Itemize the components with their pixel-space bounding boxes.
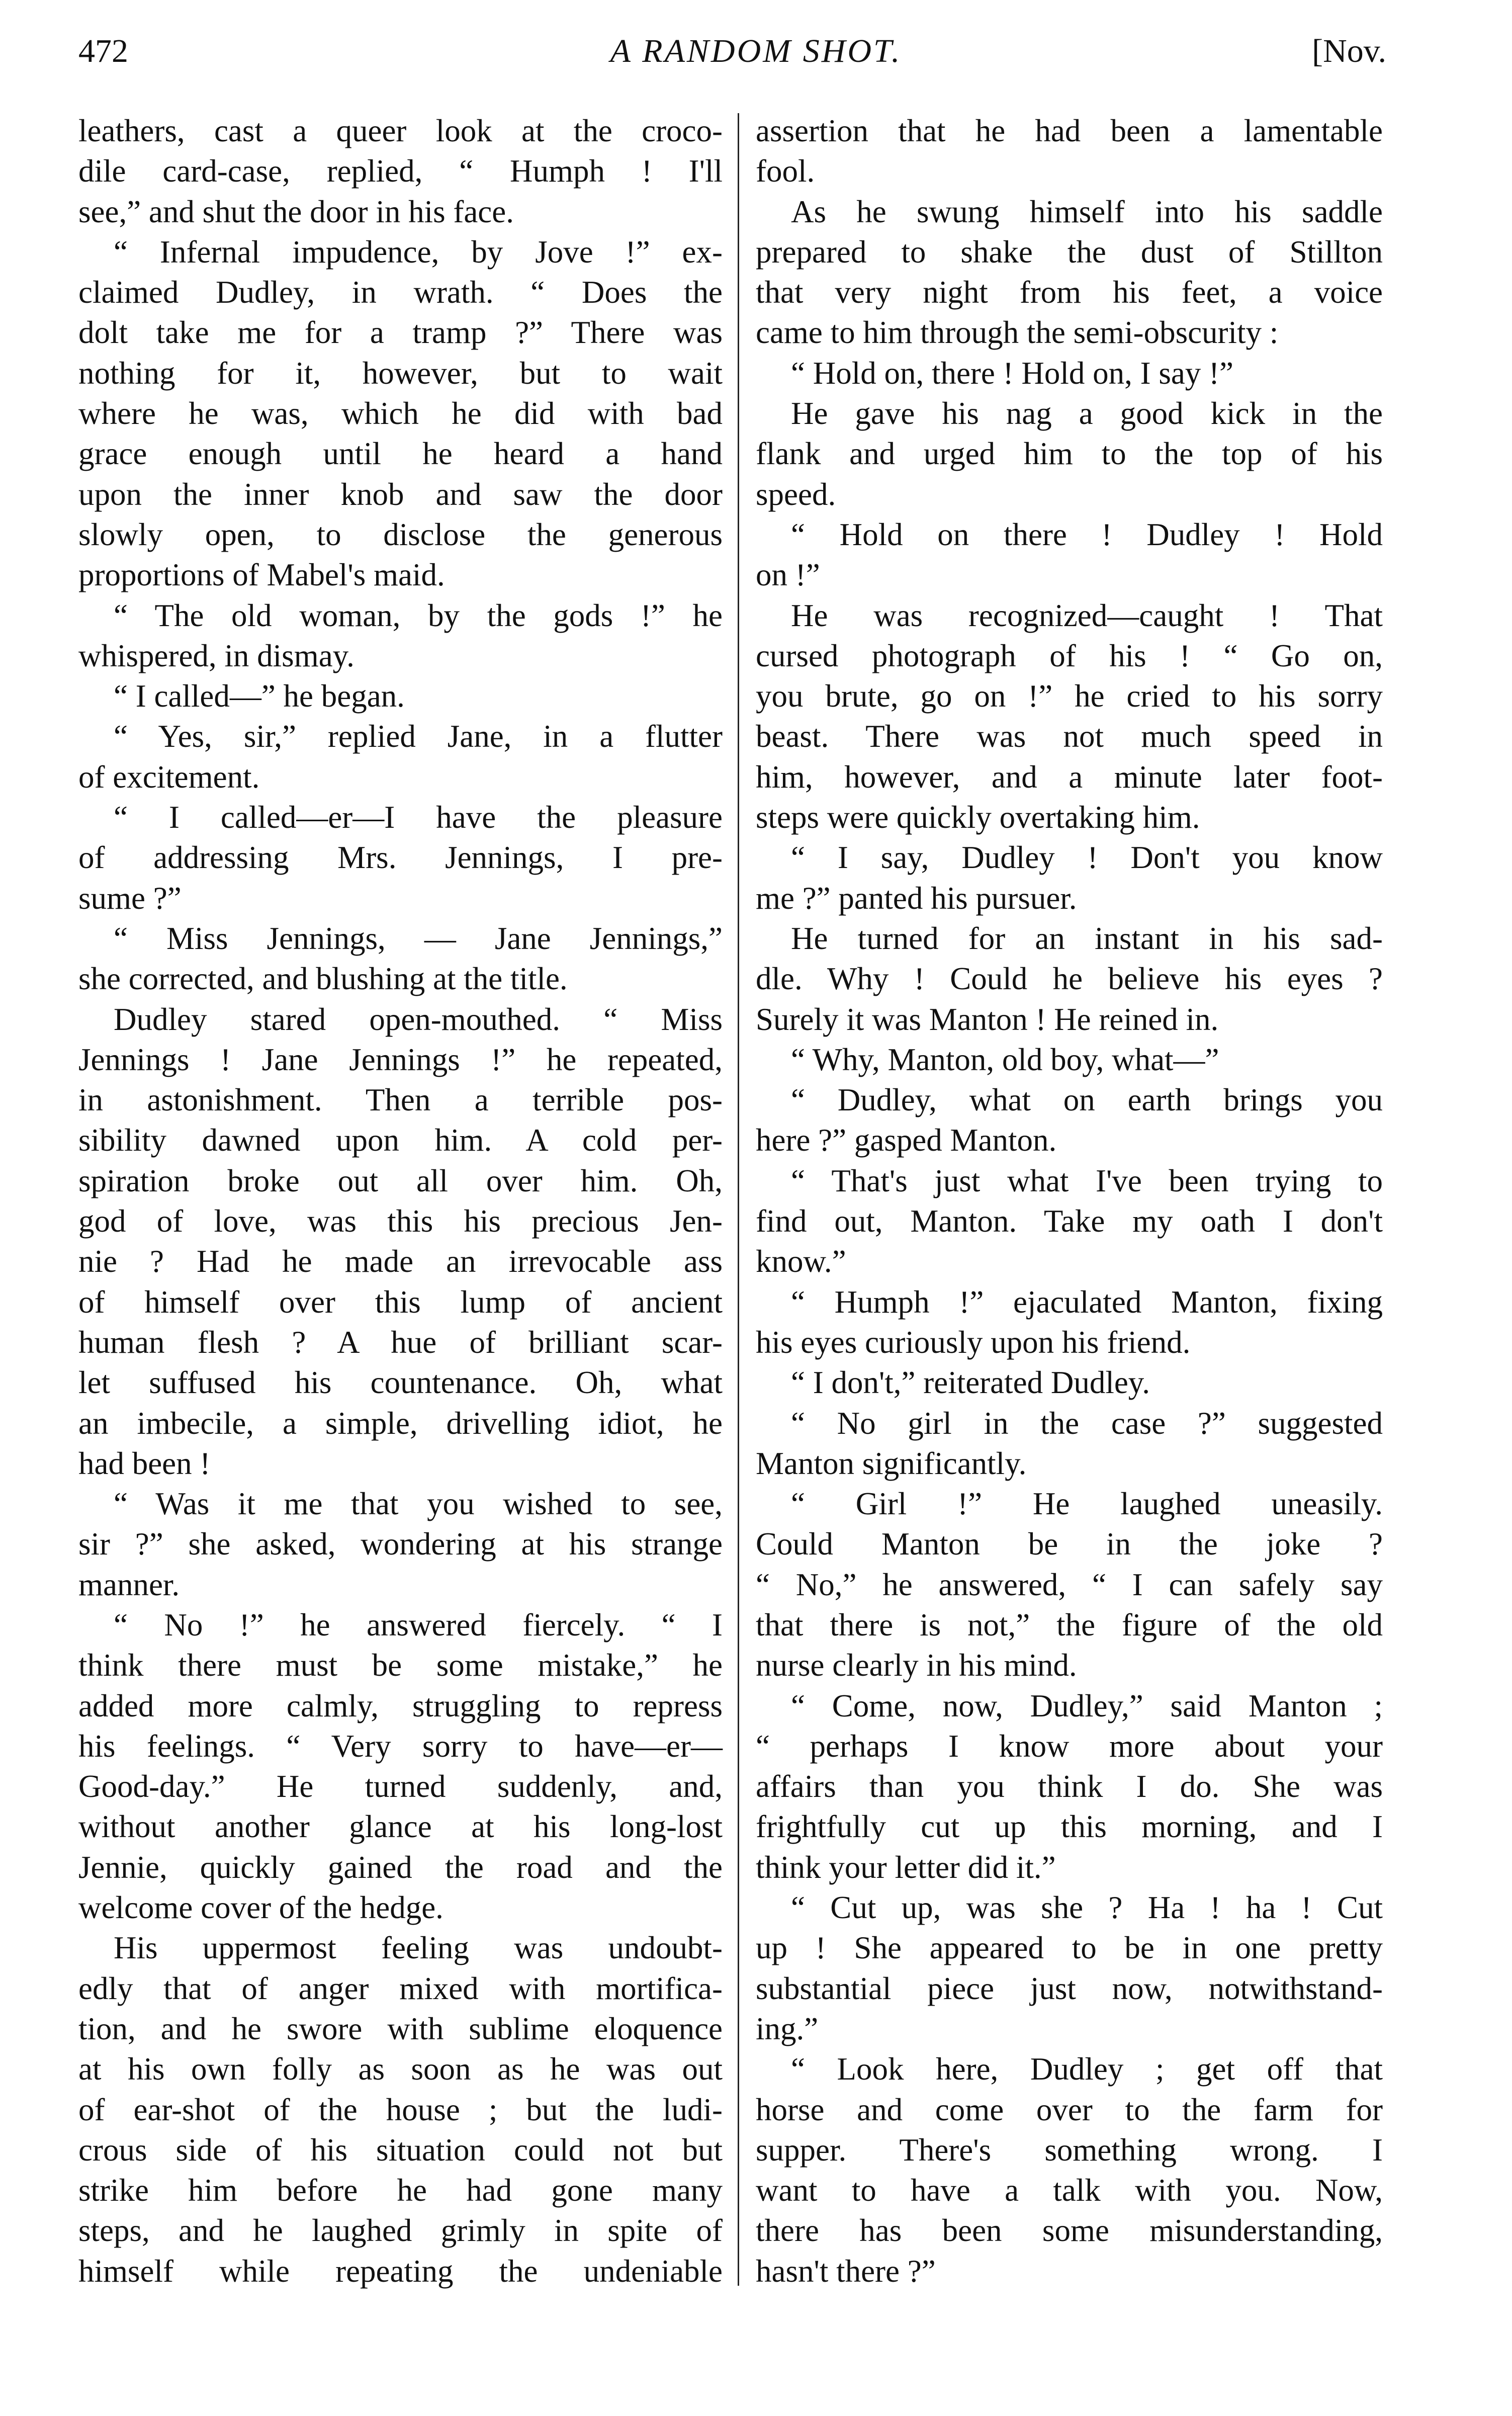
text-line: leathers, cast a queer look at the croco- (78, 113, 723, 148)
text-line: “ That's just what I've been trying to (791, 1163, 1383, 1198)
left-column (78, 111, 723, 2291)
text-line: “ Hold on there ! Dudley ! Hold (791, 516, 1383, 552)
text-line: steps, and he laughed grimly in spite of (78, 2213, 723, 2249)
text-line: speed. (756, 476, 836, 512)
text-line: of addressing Mrs. Jennings, I pre- (78, 840, 723, 876)
text-line: that there is not,” the figure of the old (756, 1607, 1383, 1643)
text-line: prepared to shake the dust of Stillton (756, 234, 1383, 270)
text-line: steps were quickly overtaking him. (756, 800, 1200, 835)
text-line: “ Hold on, there ! Hold on, I say !” (791, 355, 1234, 391)
page-number: 472 (78, 33, 128, 69)
text-line: “ No,” he answered, “ I can safely say (756, 1567, 1383, 1602)
text-line: there has been some misunderstanding, (756, 2213, 1383, 2249)
text-line: tion, and he swore with sublime eloquence (78, 2011, 723, 2046)
paragraph (756, 1161, 1383, 1282)
text-line: without another glance at his long-lost (78, 1809, 723, 1845)
text-line: god of love, was this his precious Jen- (78, 1203, 723, 1239)
text-line: welcome cover of the hedge. (78, 1890, 443, 1926)
text-line: “ Cut up, was she ? Ha ! ha ! Cut (791, 1890, 1383, 1926)
text-line: of himself over this lump of ancient (78, 1284, 723, 1320)
text-line: Could Manton be in the joke ? (756, 1526, 1383, 1562)
text-line: substantial piece just now, notwithstand- (756, 1970, 1383, 2006)
text-line: beast. There was not much speed in (756, 719, 1383, 754)
text-line: He gave his nag a good kick in the (791, 396, 1383, 432)
text-line: “ Why, Manton, old boy, what—” (791, 1042, 1219, 1077)
text-line: want to have a talk with you. Now, (756, 2173, 1383, 2208)
right-column (756, 111, 1383, 2291)
text-line: “ Was it me that you wished to see, (114, 1486, 723, 1522)
paragraph (756, 1403, 1383, 1484)
text-line: “ Infernal impudence, by Jove !” ex- (114, 234, 723, 270)
text-line: “ No girl in the case ?” suggested (791, 1405, 1383, 1441)
text-line: in astonishment. Then a terrible pos- (78, 1082, 723, 1118)
paragraph (756, 1484, 1383, 1685)
text-line: horse and come over to the farm for (756, 2092, 1383, 2127)
paragraph (78, 918, 723, 999)
text-line: sume ?” (78, 880, 182, 916)
text-line: Dudley stared open-mouthed. “ Miss (114, 1001, 723, 1037)
text-line: of excitement. (78, 759, 260, 795)
paragraph (756, 1282, 1383, 1363)
text-line: up ! She appeared to be in one pretty (756, 1930, 1383, 1966)
text-line: “ perhaps I know more about your (756, 1728, 1383, 1764)
text-line: spiration broke out all over him. Oh, (78, 1163, 723, 1198)
text-line: added more calmly, struggling to repress (78, 1688, 723, 1723)
paragraph (78, 999, 723, 1484)
text-line: “ The old woman, by the gods !” he (114, 597, 723, 633)
paragraph (756, 1080, 1383, 1161)
text-line: He was recognized—caught ! That (791, 597, 1383, 633)
text-line: Manton significantly. (756, 1445, 1027, 1481)
paragraph (78, 111, 723, 232)
text-line: affairs than you think I do. She was (756, 1769, 1383, 1804)
text-line: where he was, which he did with bad (78, 396, 723, 432)
paragraph (756, 1686, 1383, 1887)
text-line: she corrected, and blushing at the title. (78, 961, 568, 997)
text-line: on !” (756, 557, 820, 593)
text-line: Jennie, quickly gained the road and the (78, 1849, 723, 1885)
text-line: “ No !” he answered fiercely. “ I (114, 1607, 723, 1643)
text-line: flank and urged him to the top of his (756, 436, 1383, 472)
text-line: know.” (756, 1244, 846, 1279)
paragraph (756, 1887, 1383, 2049)
paragraph (756, 1362, 1383, 1403)
paragraph (756, 192, 1383, 353)
text-line: think your letter did it.” (756, 1849, 1056, 1885)
paragraph (756, 353, 1383, 393)
text-line: upon the inner knob and saw the door (78, 476, 723, 512)
text-line: him, however, and a minute later foot- (756, 759, 1383, 795)
text-line: “ Yes, sir,” replied Jane, in a flutter (114, 719, 723, 754)
text-line: “ Come, now, Dudley,” said Manton ; (791, 1688, 1383, 1723)
paragraph (78, 716, 723, 797)
text-line: Good-day.” He turned suddenly, and, (78, 1769, 723, 1804)
text-line: dolt take me for a tramp ?” There was (78, 315, 723, 351)
paragraph (756, 514, 1383, 595)
text-line: slowly open, to disclose the generous (78, 516, 723, 552)
text-line: sibility dawned upon him. A cold per- (78, 1123, 723, 1158)
paragraph (78, 1605, 723, 1928)
text-line: “ Look here, Dudley ; get off that (791, 2051, 1383, 2087)
text-line: nurse clearly in his mind. (756, 1648, 1077, 1683)
text-line: dile card-case, replied, “ Humph ! I'll (78, 153, 723, 189)
text-line: think there must be some mistake,” he (78, 1648, 723, 1683)
paragraph (78, 1928, 723, 2291)
text-line: nie ? Had he made an irrevocable ass (78, 1244, 723, 1279)
text-line: “ Dudley, what on earth brings you (791, 1082, 1383, 1118)
paragraph (78, 232, 723, 595)
text-line: himself while repeating the undeniable (78, 2253, 723, 2289)
paragraph (756, 111, 1383, 192)
text-line: fool. (756, 153, 815, 189)
text-line: let suffused his countenance. Oh, what (78, 1365, 723, 1401)
text-line: nothing for it, however, but to wait (78, 355, 723, 391)
text-line: grace enough until he heard a hand (78, 436, 723, 472)
paragraph (78, 1484, 723, 1605)
text-line: “ I say, Dudley ! Don't you know (791, 840, 1383, 876)
text-line: “ I don't,” reiterated Dudley. (791, 1365, 1150, 1401)
text-line: find out, Manton. Take my oath I don't (756, 1203, 1383, 1239)
text-line: cursed photograph of his ! “ Go on, (756, 638, 1383, 673)
text-line: at his own folly as soon as he was out (78, 2051, 723, 2087)
paragraph (78, 676, 723, 716)
text-line: his feelings. “ Very sorry to have—er— (78, 1728, 723, 1764)
text-line: sir ?” she asked, wondering at his strange (78, 1526, 723, 1562)
text-line: “ Girl !” He laughed uneasily. (791, 1486, 1383, 1522)
text-line: He turned for an instant in his sad- (791, 920, 1383, 956)
text-line: His uppermost feeling was undoubt- (114, 1930, 723, 1966)
text-line: of ear-shot of the house ; but the ludi- (78, 2092, 723, 2127)
text-line: edly that of anger mixed with mortifica- (78, 1970, 723, 2006)
text-line: Jennings ! Jane Jennings !” he repeated, (78, 1042, 723, 1077)
text-line: As he swung himself into his saddle (791, 194, 1383, 229)
text-line: dle. Why ! Could he believe his eyes ? (756, 961, 1383, 997)
text-line: an imbecile, a simple, drivelling idiot, he (78, 1405, 723, 1441)
paragraph (756, 1040, 1383, 1080)
text-line: see,” and shut the door in his face. (78, 194, 514, 229)
text-line: that very night from his feet, a voice (756, 275, 1383, 310)
text-line: claimed Dudley, in wrath. “ Does the (78, 275, 723, 310)
text-line: whispered, in dismay. (78, 638, 354, 673)
text-line: had been ! (78, 1445, 211, 1481)
paragraph (756, 837, 1383, 918)
running-title: A RANDOM SHOT. (610, 33, 902, 69)
text-line: his eyes curiously upon his friend. (756, 1324, 1191, 1360)
text-line: crous side of his situation could not but (78, 2132, 723, 2168)
paragraph (78, 595, 723, 676)
text-line: ing.” (756, 2011, 819, 2046)
issue-month: [Nov. (1312, 33, 1386, 69)
paragraph (756, 393, 1383, 514)
text-line: assertion that he had been a lamentable (756, 113, 1383, 148)
text-line: human flesh ? A hue of brilliant scar- (78, 1324, 723, 1360)
text-line: manner. (78, 1567, 180, 1602)
text-line: supper. There's something wrong. I (756, 2132, 1383, 2168)
paragraph (756, 2049, 1383, 2291)
text-line: “ Miss Jennings, — Jane Jennings,” (114, 920, 723, 956)
paragraph (756, 595, 1383, 838)
column-divider (738, 113, 739, 2286)
text-line: Surely it was Manton ! He reined in. (756, 1001, 1219, 1037)
text-line: frightfully cut up this morning, and I (756, 1809, 1383, 1845)
text-line: hasn't there ?” (756, 2253, 936, 2289)
text-line: strike him before he had gone many (78, 2173, 723, 2208)
paragraph (78, 797, 723, 918)
text-line: proportions of Mabel's maid. (78, 557, 445, 593)
paragraph (756, 918, 1383, 1040)
text-line: “ I called—” he began. (114, 678, 405, 714)
text-line: came to him through the semi-obscurity : (756, 315, 1279, 351)
text-line: “ I called—er—I have the pleasure (114, 800, 723, 835)
text-line: you brute, go on !” he cried to his sorry (756, 678, 1383, 714)
text-line: me ?” panted his pursuer. (756, 880, 1077, 916)
text-line: here ?” gasped Manton. (756, 1123, 1057, 1158)
text-line: “ Humph !” ejaculated Manton, fixing (791, 1284, 1383, 1320)
